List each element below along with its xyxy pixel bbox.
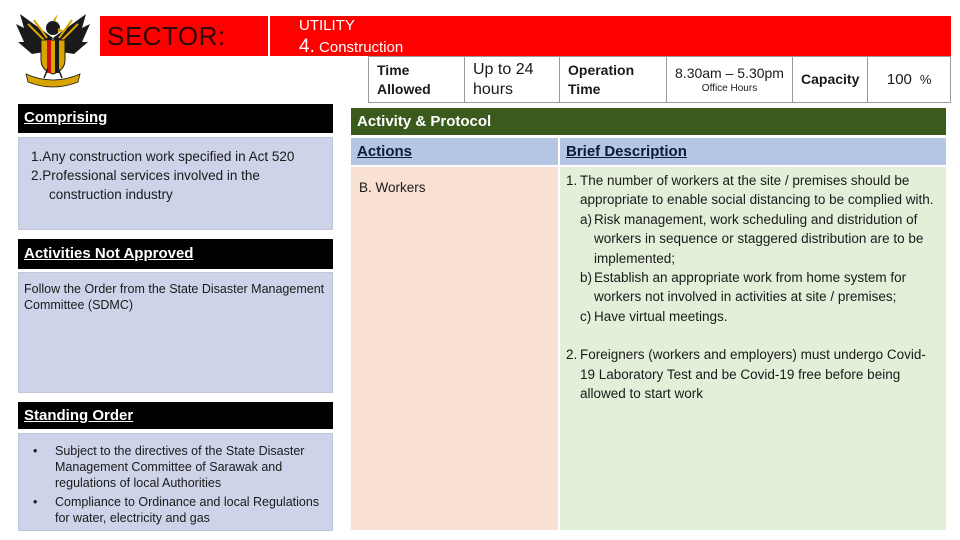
comprising-item-text: Professional services involved in the construction industry	[42, 168, 260, 202]
operation-time-label-cell	[560, 57, 667, 103]
subitem-letter: b)	[580, 270, 593, 286]
activities-not-approved-box	[18, 272, 333, 393]
comprising-item-number: 2.	[31, 168, 43, 183]
sarawak-coat-of-arms-logo	[14, 8, 92, 92]
subitem-text: Establish an appropriate work from home system for workers not involved in activities at site / premises;	[594, 270, 907, 305]
time-allowed-value-1: Up to 24	[473, 60, 534, 78]
standing-order-list	[33, 443, 328, 526]
sector-banner	[100, 16, 951, 56]
standing-order-box	[18, 433, 333, 531]
time-allowed-label-2: Allowed	[377, 80, 431, 97]
bullet-icon: •	[33, 444, 38, 458]
capacity-value: 100	[886, 71, 912, 88]
description-subitem	[566, 307, 938, 326]
operation-time-label-2: Time	[568, 80, 601, 97]
sector-number: 4.	[299, 36, 315, 56]
time-allowed-value-2: hours	[473, 80, 514, 98]
actions-cell	[351, 167, 558, 530]
subitem-letter: c)	[580, 308, 592, 324]
subitem-text: Risk management, work scheduling and distridution of workers in sequence or staggered distribution are to be implemented;	[594, 211, 924, 266]
banner-divider	[268, 16, 270, 56]
time-allowed-label-1: Time	[377, 61, 410, 78]
description-cell	[560, 167, 946, 530]
description-item	[566, 171, 938, 210]
comprising-heading: Comprising	[18, 104, 333, 133]
action-workers: B. Workers	[359, 180, 426, 195]
description-item-text: Foreigners (workers and employers) must undergo Covid-19 Laboratory Test and be Covid-19 free before being allowed to start work	[580, 347, 926, 402]
description-item	[566, 345, 938, 403]
activities-not-approved-text: Follow the Order from the State Disaster Management Committee (SDMC)	[24, 282, 325, 312]
time-allowed-label-cell	[369, 57, 465, 103]
operation-time-value: 8.30am – 5.30pm	[675, 65, 784, 81]
standing-order-text: Subject to the directives of the State Disaster Management Committee of Sarawak and regulations of local Authorities	[55, 444, 305, 490]
spacer	[566, 326, 938, 345]
operation-time-label-1: Operation	[568, 61, 635, 78]
comprising-item-number: 1.	[31, 149, 43, 164]
list-item	[31, 147, 332, 166]
list-item	[33, 443, 328, 491]
time-allowed-value-cell	[465, 57, 560, 103]
sector-name	[299, 36, 403, 56]
subitem-text: Have virtual meetings.	[594, 308, 728, 324]
subitem-letter: a)	[580, 211, 593, 227]
operation-time-note: Office Hours	[701, 83, 758, 94]
list-item	[31, 166, 332, 204]
standing-order-text: Compliance to Ordinance and local Regulations for water, electricity and gas	[55, 495, 320, 525]
sector-category: UTILITY	[299, 17, 355, 34]
description-subitem	[566, 268, 938, 307]
comprising-box	[18, 137, 333, 230]
comprising-item-text: Any construction work specified in Act 520	[42, 149, 295, 164]
actions-column-header: Actions	[351, 138, 558, 165]
capacity-label: Capacity	[801, 71, 860, 87]
sector-name-text: Construction	[319, 39, 404, 56]
standing-order-heading: Standing Order	[18, 402, 333, 429]
description-item-number: 1.	[566, 173, 578, 188]
bullet-icon: •	[33, 495, 38, 509]
activities-not-approved-heading: Activities Not Approved	[18, 239, 333, 269]
capacity-label-cell	[793, 57, 868, 103]
operation-info-table	[368, 56, 951, 103]
description-item-text: The number of workers at the site / premises should be appropriate to enable social distancing to be complied with.	[580, 173, 934, 208]
capacity-value-cell	[868, 57, 951, 103]
description-subitem	[566, 210, 938, 268]
list-item	[33, 494, 328, 526]
capacity-unit: %	[919, 72, 932, 87]
activity-protocol-heading: Activity & Protocol	[351, 108, 946, 135]
description-item-number: 2.	[566, 347, 578, 363]
sector-label: SECTOR:	[107, 21, 226, 51]
description-column-header: Brief Description	[560, 138, 946, 165]
operation-time-value-cell	[667, 57, 793, 103]
comprising-list	[31, 147, 332, 204]
